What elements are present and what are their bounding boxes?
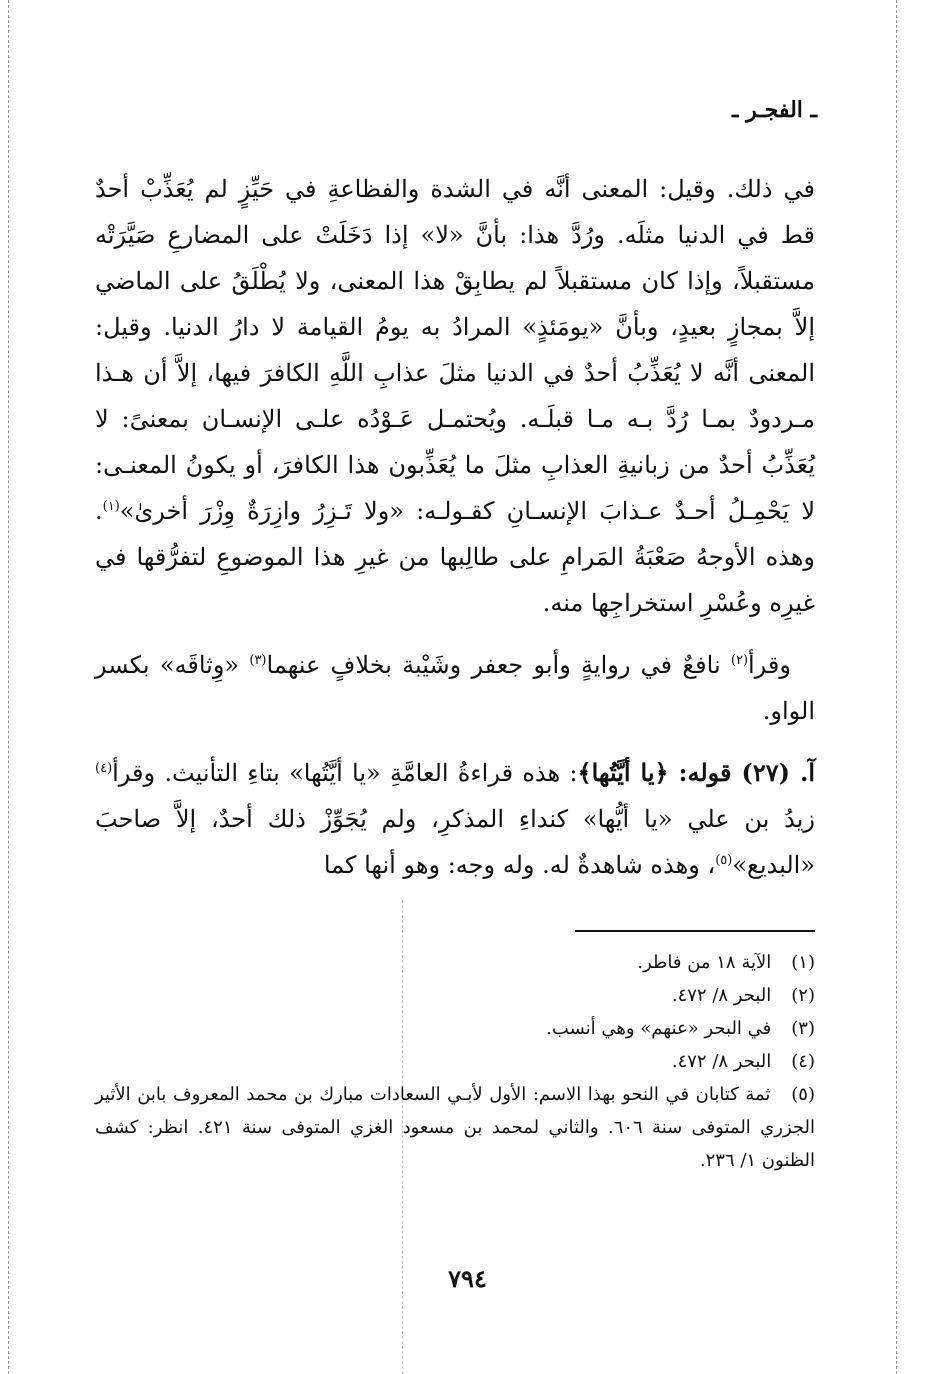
footnote-number: (٤) <box>791 1051 815 1072</box>
paragraph-1 <box>95 166 815 626</box>
footnote-ref-2: (٢) <box>730 653 749 668</box>
footnote-text: البحر ٨/ ٤٧٢. <box>671 985 772 1006</box>
footnote-4 <box>95 1045 815 1078</box>
footnotes <box>95 946 815 1177</box>
footnote-ref-5: (٥) <box>715 853 733 868</box>
footnote-ref-1: (١) <box>102 499 120 514</box>
footnote-3 <box>95 1012 815 1045</box>
footnote-1 <box>95 946 815 979</box>
paragraph-1-tail: . وهذه الأوجهُ صَعْبَةُ المَرامِ على طالِبها من غيرِ هذا الموضوعِ لتفرُّقها في غيرِه وعُسْرِ استخراجِها منه. <box>95 497 815 617</box>
footnote-ref-4: (٤) <box>95 761 113 776</box>
footnote-separator <box>575 930 815 932</box>
running-header: ـ الفجـر ـ <box>732 97 817 123</box>
footnote-text: في البحر «عنهم» وهي أنسب. <box>546 1018 772 1039</box>
book-page <box>95 90 815 1177</box>
paragraph-3-text-a: : هذه قراءةُ العامَّةِ «يا أيَّتُها» بتاءِ التأنيث. وقرأ <box>112 759 578 787</box>
paragraph-2-text-c: «وِثاقَه» بكسر الواو. <box>95 651 815 725</box>
verse-heading: آ. (٢٧) قوله: ﴿يا أيَّتُها﴾ <box>577 758 816 787</box>
footnote-text: ثمة كتابان في النحو بهذا الاسم: الأول لأبـي السعادات مبارك بن محمد المعروف بابن الأثير الجزري المتوفى سنة ٦٠٦. والثاني لمحمد بن مسعود الغزي المتوفى سنة ٤٢١. انظر: كشف الظنون ١/ ٢٣٦. <box>95 1084 815 1171</box>
footnote-number: (١) <box>791 952 815 973</box>
footnote-text: البحر ٨/ ٤٧٢. <box>671 1051 772 1072</box>
page-number: ٧٩٤ <box>448 1264 487 1293</box>
footnote-5 <box>95 1078 815 1177</box>
paragraph-2-text-a: وقرأ <box>748 651 791 679</box>
paragraph-1-text: في ذلك. وقيل: المعنى أنَّه في الشدة والفظاعةِ في حَيِّزٍ لم يُعَذِّبْ أحدٌ قط في الدنيا مثلَه. ورُدَّ هذا: بأنَّ «لا» إذا دَخَلَتْ على المضارعِ صَيَّرَتْه مستقبلاً، وإذا كان مستقبلاً لم يطابِقْ هذا المعنى، ولا يُطْلَقُ على الماضي إلاَّ بمجازٍ بعيدٍ، وبأنَّ «يومَئذٍ» المرادُ به يومُ القيامة لا دارُ الدنيا. وقيل: المعنى أنَّه لا يُعَذِّبُ أحدٌ في الدنيا مثلَ عذابِ اللَّهِ الكافرَ فيها، إلاَّ أن هـذا مـردودٌ بمـا رُدَّ بـه مـا قبلَـه. ويُحتمـل عَـوْدُه علـى الإنسـان بمعنىً: لا يُعَذِّبُ أحدٌ من زبانيةِ العذابِ مثلَ ما يُعَذِّبون هذا الكافرَ، أو يكونُ المعنـى: لا يَحْمِـلُ أحـدٌ عـذابَ الإنسـانِ كقـولـه: «ولا تَـزِرُ وازِرَةٌ وِزْرَ أخرىٰ» <box>95 175 816 525</box>
paragraph-2-text-b: نافعٌ في روايةٍ وأبو جعفر وشَيْبة بخلافٍ عنهما <box>266 651 731 679</box>
paragraph-2 <box>95 642 815 734</box>
scan-margin-line-right <box>896 0 897 1374</box>
footnote-ref-3: (٣) <box>249 653 267 668</box>
paragraph-3-text-c: ، وهذه شاهدةٌ له. وله وجه: وهو أنها كما <box>323 851 716 879</box>
scan-margin-line-left <box>8 0 9 1374</box>
footnote-2 <box>95 979 815 1012</box>
footnote-number: (٣) <box>791 1018 815 1039</box>
paragraph-3 <box>95 750 815 888</box>
paragraph-3-text-b: زيدُ بن علي «يا أيُّها» كنداءِ المذكرِ، ولم يُجَوِّزْ ذلك أحدٌ، إلاَّ صاحبَ «البديع» <box>95 805 815 879</box>
footnote-number: (٥) <box>791 1084 815 1105</box>
footnote-number: (٢) <box>791 985 815 1006</box>
footnote-text: الآية ١٨ من فاطر. <box>637 952 772 973</box>
